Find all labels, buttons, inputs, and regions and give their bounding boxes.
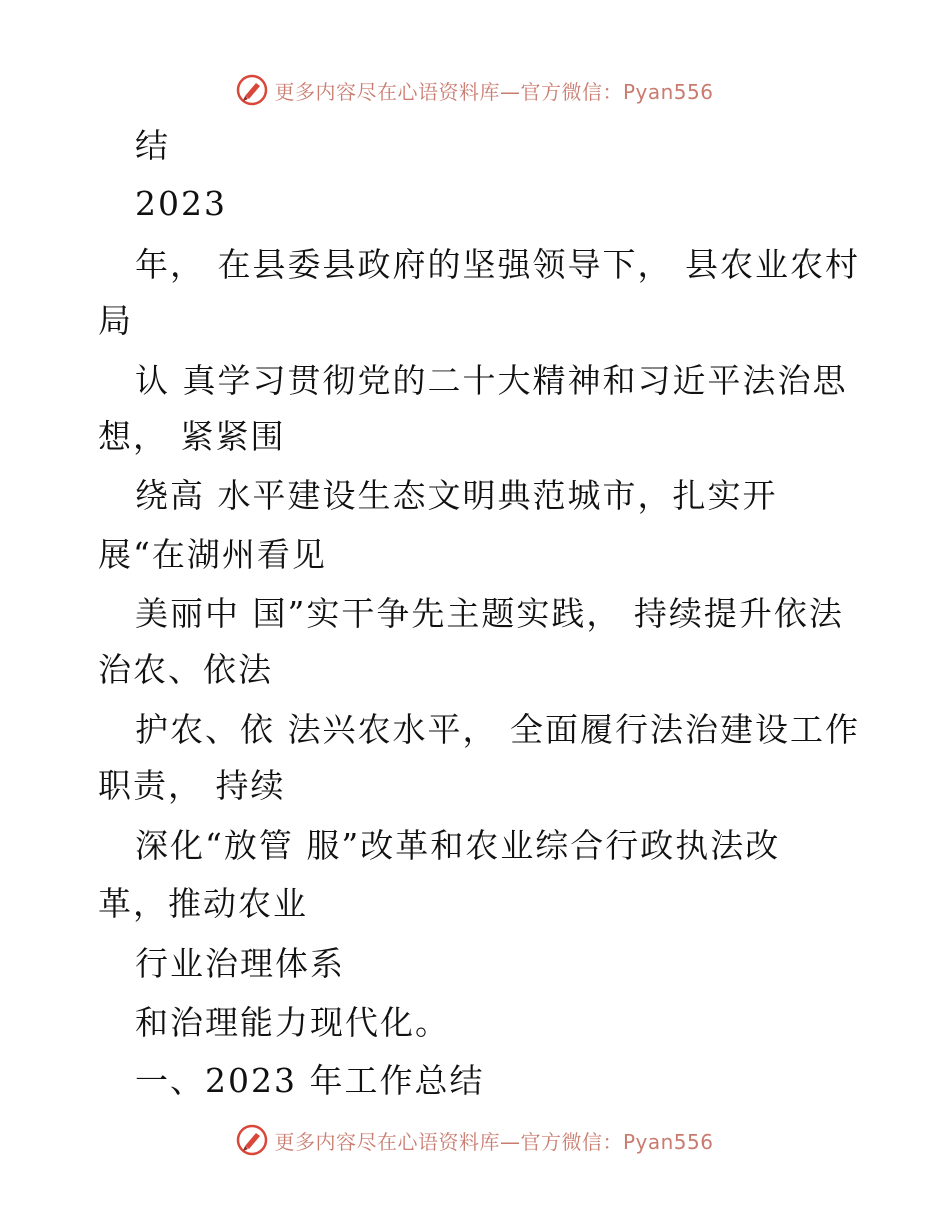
watermark-text: 更多内容尽在心语资料库—官方微信：Pyan556	[274, 1129, 714, 1154]
watermark-logo-icon	[236, 74, 268, 106]
header-watermark	[0, 70, 950, 110]
watermark-logo-icon	[236, 1124, 268, 1156]
text-line: 美丽中 国”实干争先主题实践， 持续提升依法	[135, 594, 844, 633]
text-line: 年， 在县委县政府的坚强领导下， 县农业农村	[135, 245, 860, 284]
text-line: 和治理能力现代化。	[135, 1003, 450, 1042]
text-line: 结	[135, 126, 170, 165]
text-line: 护农、依 法兴农水平， 全面履行法治建设工作	[135, 710, 860, 749]
text-line: 局	[98, 301, 133, 340]
watermark-text: 更多内容尽在心语资料库—官方微信：Pyan556	[274, 79, 714, 104]
text-line: 行业治理体系	[135, 944, 345, 983]
text-line: 深化“放管 服”改革和农业综合行政执法改	[135, 826, 781, 865]
section-heading: 一、2023 年工作总结	[135, 1061, 485, 1100]
footer-watermark	[0, 1120, 950, 1160]
text-line: 想， 紧紧围	[98, 417, 286, 456]
text-line: 认 真学习贯彻党的二十大精神和习近平法治思	[135, 361, 848, 400]
text-line: 职责， 持续	[98, 766, 286, 805]
text-line: 革，推动农业	[98, 884, 308, 923]
text-line: 展“在湖州看见	[98, 535, 327, 574]
text-line: 治农、依法	[98, 650, 273, 689]
text-line: 2023	[135, 184, 227, 223]
text-line: 绕高 水平建设生态文明典范城市，扎实开	[135, 476, 778, 515]
